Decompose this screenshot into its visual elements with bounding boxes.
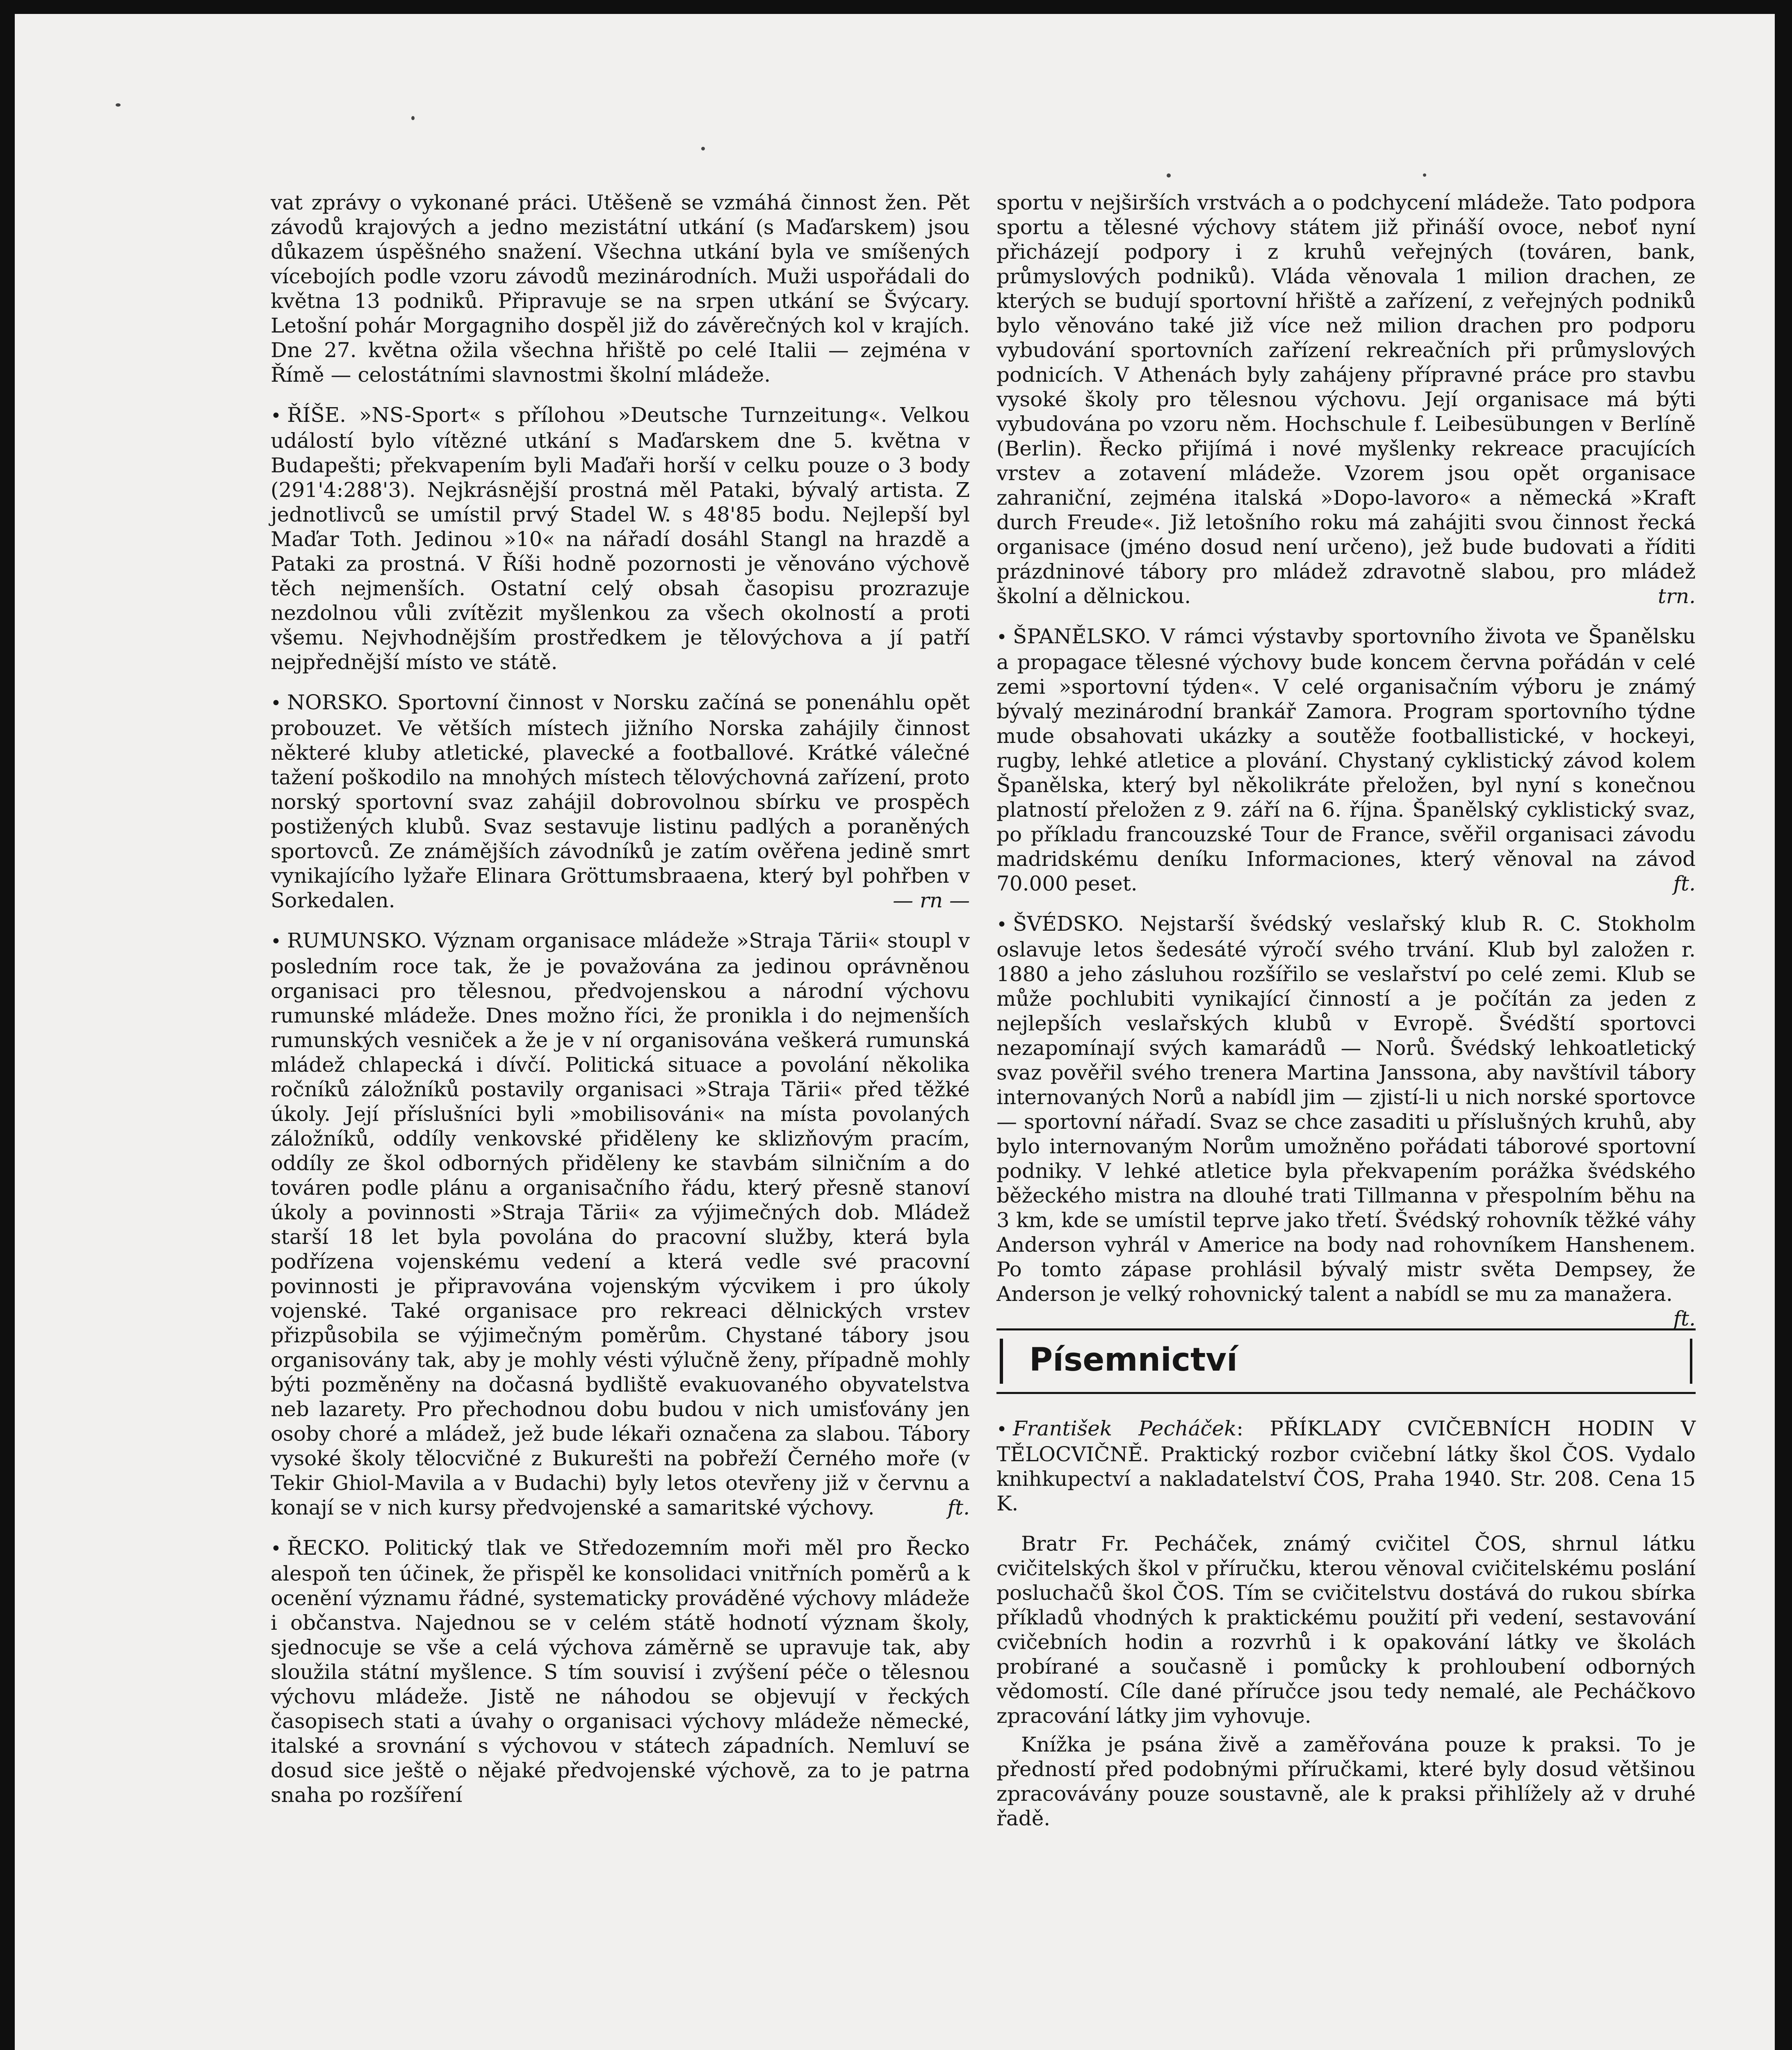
scan-speck	[1167, 173, 1171, 178]
paragraph-text: ŠPANĚLSKO. V rámci výstavby sportovního života ve Španělsku a propagace tělesné výchovy bude koncem června pořádán v celé zemi »sportovní týden«. V celé organisačním výboru je známý bývalý mezinárodní brankář Zamora. Program sportovního týdne mude obsahovati ukázky a soutěže footballistické, v hockeyi, rugby, lehké atletice a plování. Chystaný cyklistický závod kolem Španělska, který byl několikráte přeložen, byl nyní s konečnou platností přeložen z 9. září na 6. října. Španělský cyklistický svaz, po příkladu francouzské Tour de France, svěřil organisaci závodu madridskému deníku Informaciones, který věnoval na závod 70.000 peset.	[996, 624, 1696, 895]
bullet-icon: •	[996, 627, 1007, 648]
left-column	[271, 190, 970, 1823]
bullet-icon: •	[271, 1538, 281, 1559]
paragraph-text: sportu v nejširších vrstvách a o podchycení mládeže. Tato podpora sportu a tělesné výchovy státem již přináší ovoce, neboť nyní přicházejí podpory i z kruhů veřejných (továren, bank, průmyslových podniků). Vláda věnovala 1 milion drachen, ze kterých se budují sportovní hřiště a zařízení, z veřejných podniků bylo věnováno také již více než milion drachen pro podporu vybudování sportovních zařízení rekreačních při průmyslových podnicích. V Athenách byly zahájeny přípravné práce pro stavbu vysoké školy pro tělesnou výchovu. Její organisace má býti vybudována po vzoru něm. Hochschule f. Leibesübungen v Berlíně (Berlin). Řecko přijímá i nové myšlenky rekreace pracujících vrstev a zotavení mládeže. Vzorem jsou opět organisace zahraniční, zejména italská »Dopo-lavoro« a německá »Kraft durch Freude«. Již letošního roku má zahájiti svou činnost řecká organisace (jméno dosud není určeno), jež bude budovati a říditi prázdninové tábory pro mládež zdravotně slabou, pro mládež školní a dělnickou.	[996, 191, 1696, 608]
section-heading-box	[996, 1328, 1696, 1394]
section-title: Písemnictví	[1029, 1342, 1238, 1378]
heading-bar-right	[1690, 1339, 1692, 1384]
author-signature: ft.	[1673, 872, 1696, 895]
article-recko	[271, 1535, 970, 1807]
scan-border-right	[1775, 0, 1792, 2050]
paragraph-text: NORSKO. Sportovní činnost v Norsku začíná se ponenáhlu opět probouzet. Ve větších místech jižního Norska zahájily činnost některé kluby atletické, plavecké a footballové. Krátké válečné tažení poškodilo na mnohých místech tělovýchovná zařízení, proto norský sportovní svaz zahájil dobrovolnou sbírku ve prospěch postižených klubů. Svaz sestavuje listinu padlých a poraněných sportovců. Ze známějších závodníků je zatím ověřena jedině smrt vynikajícího lyžaře Elinara Gröttumsbraaena, který byl pohřben v Sorkedalen.	[271, 690, 970, 912]
review-title: : PŘÍKLADY CVIČEBNÍCH HODIN V TĚLOCVIČNĚ. Praktický rozbor cvičební látky škol ČOS. Vydalo knihkupectví a nakladatelství ČOS, Praha 1940. Str. 208. Cena 15 K.	[996, 1417, 1696, 1515]
scan-speck	[116, 103, 121, 107]
right-column	[996, 190, 1696, 1846]
scan-border-left	[0, 0, 15, 2050]
article-rumunsko	[271, 928, 970, 1520]
paragraph-text: Bratr Fr. Pecháček, známý cvičitel ČOS, shrnul látku cvičitelských škol v příručku, kterou věnoval cvičitelskému poslání posluchačů škol ČOS. Tím se cvičitelstvu dostává do rukou sbírka příkladů vhodných k praktickému použití při vedení, sestavování cvičebních hodin a rozvrhů i k opakování látky ve školách probírané a současně i pomůcky k prohloubení odborných vědomostí. Cíle dané příručce jsou tedy nemalé, ale Pecháčkovo zpracování látky jim vyhovuje.	[996, 1532, 1696, 1728]
review-paragraph	[996, 1531, 1696, 1728]
scan-speck	[1423, 173, 1426, 177]
review-author: František Pecháček	[1012, 1417, 1237, 1440]
article-rise	[271, 403, 970, 674]
article-spanelsko	[996, 624, 1696, 896]
scan-speck	[411, 116, 415, 120]
scan-speck	[701, 147, 705, 150]
paragraph-text: ŘÍŠE. »NS-Sport« s přílohou »Deutsche Turnzeitung«. Velkou událostí bylo vítězné utkání s Maďarskem dne 5. května v Budapešti; překvapením byli Maďaři horší v celku pouze o 3 body (291'4:288'3). Nejkrásnější prostná měl Pataki, bývalý artista. Z jednotlivců se umístil prvý Stadel W. s 48'85 bodu. Nejlepší byl Maďar Toth. Jedinou »10« na nářadí dosáhl Stangl na hrazdě a Pataki za prostná. V Říši hodně pozornosti je věnováno výchově těch nejmenších. Ostatní celý obsah časopisu prozrazuje nezdolnou vůli zvítězit myšlenkou za všech okolností a proti všemu. Nejvhodnějším prostředkem je tělovýchova a jí patří nejpřednější místo ve státě.	[271, 403, 970, 674]
paragraph-text: ŘECKO. Politický tlak ve Středozemním moři měl pro Řecko alespoň ten účinek, že přispěl ke konsolidaci vnitřních poměrů a k ocenění významu řádné, systematicky prováděné výchovy mládeže i občanstva. Najednou se v celém státě hodnotí význam školy, sjednocuje se vše a celá výchova záměrně se upravuje tak, aby sloužila státní myšlence. S tím souvisí i zvýšení péče o tělesnou výchovu mládeže. Jistě ne náhodou se objevují v řeckých časopisech stati a úvahy o organisaci výchovy mládeže německé, italské a srovnání s výchovou v státech západních. Nemluví se dosud sice ještě o nějaké předvojenské výchově, za to je patrna snaha po rozšíření	[271, 1536, 970, 1807]
article-norsko	[271, 690, 970, 913]
author-signature: trn.	[1657, 584, 1696, 608]
article-italy-continued	[271, 190, 970, 387]
bullet-icon: •	[271, 405, 281, 426]
heading-bar-left	[1000, 1339, 1003, 1384]
bullet-icon: •	[996, 1419, 1007, 1440]
author-signature: ft.	[947, 1496, 970, 1519]
paragraph-text: vat zprávy o vykonané práci. Utěšeně se vzmáhá činnost žen. Pět závodů krajových a jedno mezistátní utkání (s Maďarskem) jsou důkazem úspěšného snažení. Všechna utkání byla ve smíšených vícebojích podle vzoru závodů mezinárodních. Muži uspořádali do května 13 podniků. Připravuje se na srpen utkání se Švýcary. Letošní pohár Morgagniho dospěl již do závěrečných kol v krajích. Dne 27. května ožila všechna hřiště po celé Italii — zejména v Římě — celostátními slavnostmi školní mládeže.	[271, 191, 970, 387]
author-signature: — rn —	[893, 888, 970, 912]
paragraph-text: Knížka je psána živě a zaměřována pouze k praksi. To je předností před podobnými příručkami, které byly dosud většinou zpracovávány pouze soustavně, ale k praksi přihlížely až v druhé řadě.	[996, 1733, 1696, 1830]
article-svedsko	[996, 911, 1696, 1330]
author-signature: ft.	[1673, 1307, 1696, 1330]
review-paragraph	[996, 1732, 1696, 1831]
review-header	[996, 1416, 1696, 1516]
paragraph-text: ŠVÉDSKO. Nejstarší švédský veslařský klub R. C. Stokholm oslavuje letos šedesáté výročí svého trvání. Klub byl založen r. 1880 a jeho zásluhou rozšířilo se veslařství po celé zemi. Klub se může pochlubiti vynikající činností a je počítán za jeden z nejlepších veslařských klubů v Evropě. Švédští sportovci nezapomínají svých kamarádů — Norů. Švédský lehkoatletický svaz pověřil svého trenera Martina Janssona, aby navštívil tábory internovaných Norů a nabídl jim — zjistí-li u nich norské sportovce — sportovní nářadí. Svaz se chce zasaditi u příslušných kruhů, aby bylo internovaným Norům umožněno pořádati táborové sportovní podniky. V lehké atletice byla překvapením porážka švédského běžeckého mistra na dlouhé trati Tillmanna v přespolním běhu na 3 km, kde se umístil teprve jako třetí. Švédský rohovník těžké váhy Anderson vyhrál v Americe na body nad rohovníkem Hanshenem. Po tomto zápase prohlásil bývalý mistr světa Dempsey, že Anderson je velký rohovnický talent a nabídl se mu za manažera.	[996, 912, 1696, 1306]
scan-border-top	[0, 0, 1792, 14]
bullet-icon: •	[271, 693, 281, 714]
article-recko-continued	[996, 190, 1696, 608]
paragraph-text: RUMUNSKO. Význam organisace mládeže »Straja Tării« stoupl v posledním roce tak, že je považována za jedinou oprávněnou organisaci pro tělesnou, předvojenskou a národní výchovu rumunské mládeže. Dnes možno říci, že pronikla i do nejmenších rumunských vesniček a že je v ní organisována veškerá rumunská mládež chlapecká i dívčí. Politická situace a povolání několika ročníků záložníků postavily organisaci »Straja Tării« před těžké úkoly. Její příslušníci byli »mobilisováni« na místa povolaných záložníků, oddíly venkovské přiděleny ke sklizňovým pracím, oddíly ze škol odborných přiděleny ke stavbám silničním a do továren podle plánu a organisačního řádu, který přesně stanoví úkoly a povinnosti »Straja Tării« za výjimečných dob. Mládež starší 18 let byla povolána do pracovní služby, která byla podřízena vojenskému vedení a která vedle své pracovní povinnosti je připravována vojenským výcvikem i pro úkoly vojenské. Také organisace pro rekreaci dělnických vrstev přizpůsobila se výjimečným poměrům. Chystané tábory jsou organisovány tak, aby je mohly vésti výlučně ženy, případně mohly býti pozměněny na dočasná bydliště evakuovaného obyvatelstva neb lazarety. Pro přechodnou dobu budou v nich umisťovány jen osoby choré a mládež, jež bude lékaři označena za slabou. Tábory vysoké školy tělocvičné z Bukurešti na pobřeží Černého moře (v Tekir Ghiol-Mavila a v Budachi) byly letos otevřeny již v červnu a konají se v nich kursy předvojenské a samaritské výchovy.	[271, 929, 970, 1519]
bullet-icon: •	[271, 931, 281, 952]
bullet-icon: •	[996, 914, 1007, 935]
